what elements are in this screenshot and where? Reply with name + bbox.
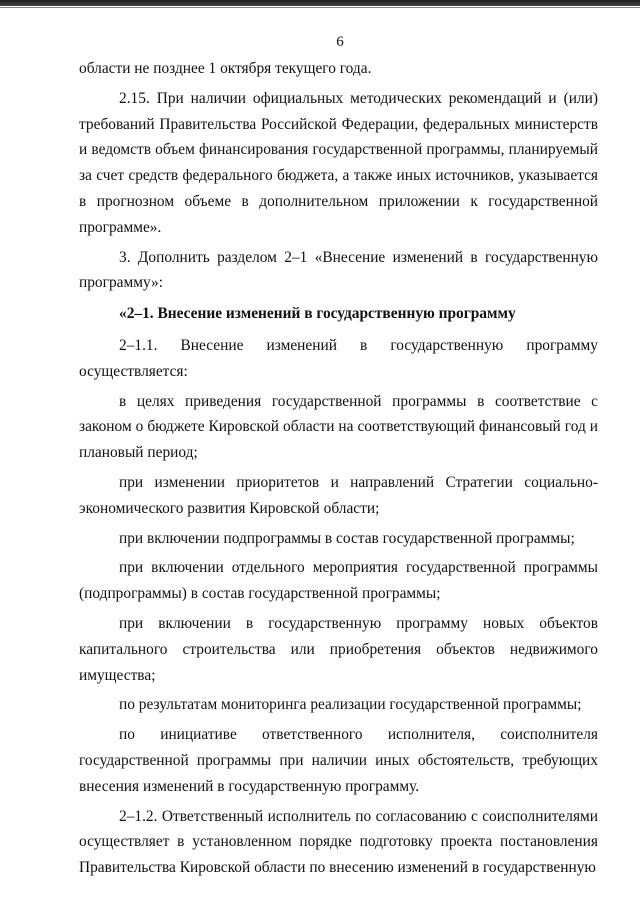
paragraph-continuation: области не позднее 1 октября текущего года. xyxy=(79,60,372,77)
top-border-thin-rule xyxy=(0,7,640,8)
list-item-separate-measure: при включении отдельного мероприятия государственной программы (подпрограммы) в состав государственной программы; xyxy=(79,559,598,603)
paragraph-2-1-1: 2–1.1. Внесение изменений в государственную программу осуществляется: xyxy=(79,336,598,380)
list-item-monitoring: по результатам мониторинга реализации государственной программы; xyxy=(119,696,582,714)
list-item-capital-construction: при включении в государственную программу новых объектов капитального строительства или приобретения объектов недвижимого имущества; xyxy=(79,614,598,684)
section-heading-2-1: «2–1. Внесение изменений в государственную программу xyxy=(119,305,516,323)
list-item-strategy-priorities: при изменении приоритетов и направлений Стратегии социально-экономического развития Кировской области; xyxy=(79,473,598,517)
list-item-subprogram: при включении подпрограммы в состав государственной программы; xyxy=(119,529,575,547)
list-item-budget-law: в целях приведения государственной программы в соответствие с законом о бюджете Кировской области на соответствующий финансовый год и плановый период; xyxy=(79,392,598,462)
paragraph-item-3: 3. Дополнить разделом 2–1 «Внесение изменений в государственную программу»: xyxy=(79,248,598,292)
document-body xyxy=(79,56,598,881)
paragraph-2-1-2: 2–1.2. Ответственный исполнитель по согласованию с соисполнителями осуществляет в установленном порядке подготовку проекта постановления Правительства Кировской области по внесению изменений в государственную xyxy=(79,807,598,877)
list-item-initiative: по инициативе ответственного исполнителя, соисполнителя государственной программы при наличии иных обстоятельств, требующих внесения изменений в государственную программу. xyxy=(79,726,598,795)
page-number: 6 xyxy=(336,34,344,50)
paragraph-2-15: 2.15. При наличии официальных методических рекомендаций и (или) требований Правительства Российской Федерации, федеральных министерств и ведомств объем финансирования государственной программы, планируемый за счет средств федерального бюджета, а также иных источников, указывается в прогнозном объеме в дополнительном приложении к государственной программе». xyxy=(79,89,598,236)
top-border-rule xyxy=(0,0,640,6)
